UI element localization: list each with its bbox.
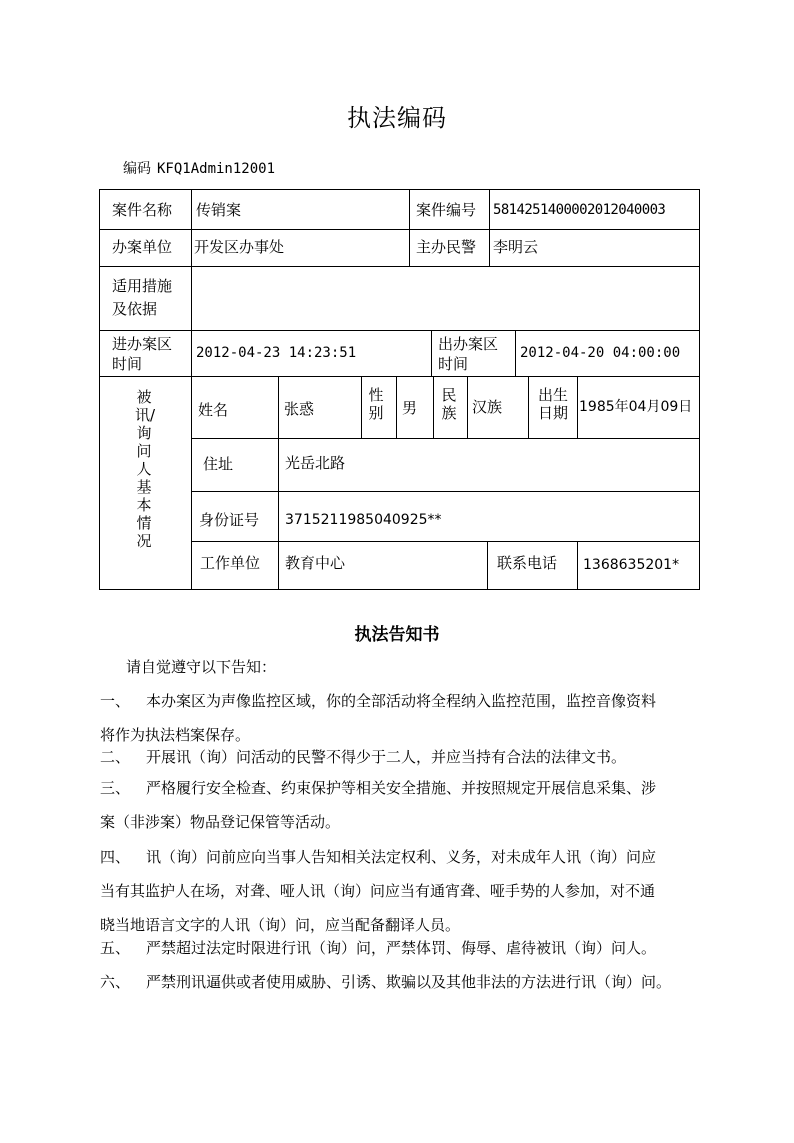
code-line bbox=[123, 158, 275, 178]
notice-title: 执法告知书 bbox=[354, 625, 440, 645]
name-label: 姓名 bbox=[198, 401, 229, 419]
notice-item-3: 三、 严格履行安全检查、约束保护等相关安全措施、并按照规定开展信息采集、涉 案（非涉案）物品登记保管等活动。 bbox=[100, 779, 657, 831]
measures-label: 适用措施 及依据 bbox=[112, 277, 173, 318]
name-value: 张惑 bbox=[284, 400, 315, 418]
case-no-label: 案件编号 bbox=[416, 201, 477, 219]
id-value: 3715211985040925** bbox=[285, 512, 442, 528]
work-value: 教育中心 bbox=[285, 554, 346, 572]
ethnicity-value: 汉族 bbox=[472, 398, 503, 416]
birth-label: 出生 日期 bbox=[538, 386, 569, 422]
code-label: 编码 bbox=[123, 161, 151, 177]
unit-value: 开发区办事处 bbox=[194, 238, 285, 256]
person-section-label: 被讯/询问人基本情况 bbox=[135, 388, 156, 550]
case-name-value: 传销案 bbox=[196, 201, 242, 219]
notice-intro: 请自觉遵守以下告知： bbox=[126, 658, 277, 676]
gender-label: 性别 bbox=[368, 386, 384, 422]
address-label: 住址 bbox=[203, 455, 234, 473]
gender-value: 男 bbox=[402, 399, 418, 417]
id-label: 身份证号 bbox=[199, 511, 260, 529]
work-label: 工作单位 bbox=[200, 554, 261, 572]
enter-time-value: 2012-04-23 14:23:51 bbox=[196, 345, 357, 361]
address-value: 光岳北路 bbox=[285, 454, 346, 472]
case-name-label: 案件名称 bbox=[112, 201, 173, 219]
notice-item-5: 五、 严禁超过法定时限进行讯（询）问，严禁体罚、侮辱、虐待被讯（询）问人。 bbox=[100, 939, 657, 957]
exit-time-label: 出办案区 时间 bbox=[438, 335, 499, 373]
officer-label: 主办民警 bbox=[416, 238, 477, 256]
case-no-value: 5814251400002012040003 bbox=[493, 202, 666, 218]
notice-item-2: 二、 开展讯（询）问活动的民警不得少于二人，并应当持有合法的法律文书。 bbox=[100, 748, 627, 766]
phone-label: 联系电话 bbox=[497, 554, 558, 572]
ethnicity-label: 民族 bbox=[441, 386, 457, 422]
unit-label: 办案单位 bbox=[112, 238, 173, 256]
notice-item-6: 六、 严禁刑讯逼供或者使用威胁、引诱、欺骗以及其他非法的方法进行讯（询）问。 bbox=[100, 973, 672, 991]
code-value: KFQ1Admin12001 bbox=[157, 161, 276, 177]
birth-value: 1985年04月09日 bbox=[579, 399, 693, 415]
phone-value: 1368635201* bbox=[583, 557, 680, 573]
document-title: 执法编码 bbox=[347, 104, 447, 132]
officer-value: 李明云 bbox=[493, 238, 539, 256]
notice-item-1: 一、 本办案区为声像监控区域，你的全部活动将全程纳入监控范围，监控音像资料 将作为执法档案保存。 bbox=[100, 692, 657, 744]
enter-time-label: 进办案区 时间 bbox=[112, 335, 173, 373]
exit-time-value: 2012-04-20 04:00:00 bbox=[520, 345, 681, 361]
notice-item-4: 四、 讯（询）问前应向当事人告知相关法定权利、义务，对未成年人讯（询）问应 当有其监护人在场，对聋、哑人讯（询）问应当有通宵聋、哑手势的人参加，对不通 晓当地语言文字的人讯（询）问，应当配备翻译人员。 bbox=[100, 848, 657, 934]
